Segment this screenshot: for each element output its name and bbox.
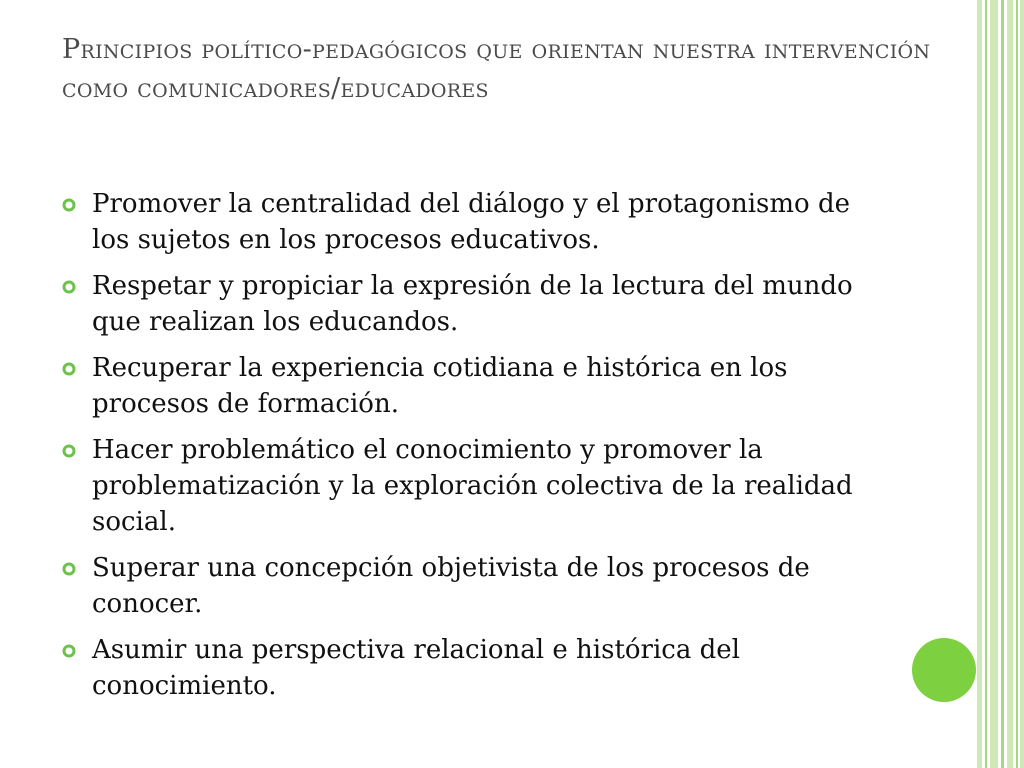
bullet-text: Respetar y propiciar la expresión de la lectura del mundo que realizan los educandos. — [92, 271, 853, 337]
bullet-item — [62, 550, 892, 622]
decorative-right-border — [975, 0, 1024, 768]
bullet-item — [62, 268, 892, 340]
circle-bullet-icon — [62, 198, 76, 212]
slide-title: Principios político-pedagógicos que orientan nuestra intervención como comunicadores/educadores — [62, 34, 931, 104]
border-stripe — [1016, 0, 1018, 768]
bullet-text: Promover la centralidad del diálogo y el protagonismo de los sujetos en los procesos educativos. — [92, 189, 850, 255]
circle-bullet-icon — [62, 444, 76, 458]
bullet-text: Hacer problemático el conocimiento y promover la problematización y la exploración colectiva de la realidad social. — [92, 435, 853, 537]
border-stripe — [1020, 0, 1024, 768]
green-circle-decoration — [912, 638, 976, 702]
border-stripe — [1001, 0, 1004, 768]
border-stripe — [990, 0, 998, 768]
bullet-text: Asumir una perspectiva relacional e histórica del conocimiento. — [92, 635, 740, 701]
circle-bullet-icon — [62, 644, 76, 658]
bullet-item — [62, 632, 892, 704]
bullet-text: Superar una concepción objetivista de los procesos de conocer. — [92, 553, 810, 619]
slide-content — [62, 186, 892, 714]
circle-bullet-icon — [62, 562, 76, 576]
border-stripe — [985, 0, 987, 768]
bullet-item — [62, 186, 892, 258]
circle-bullet-icon — [62, 362, 76, 376]
border-stripe — [977, 0, 982, 768]
bullet-text: Recuperar la experiencia cotidiana e histórica en los procesos de formación. — [92, 353, 788, 419]
bullet-item — [62, 432, 892, 540]
circle-bullet-icon — [62, 280, 76, 294]
bullet-list — [62, 186, 892, 704]
title-area — [62, 30, 942, 108]
border-stripe — [1007, 0, 1013, 768]
bullet-item — [62, 350, 892, 422]
